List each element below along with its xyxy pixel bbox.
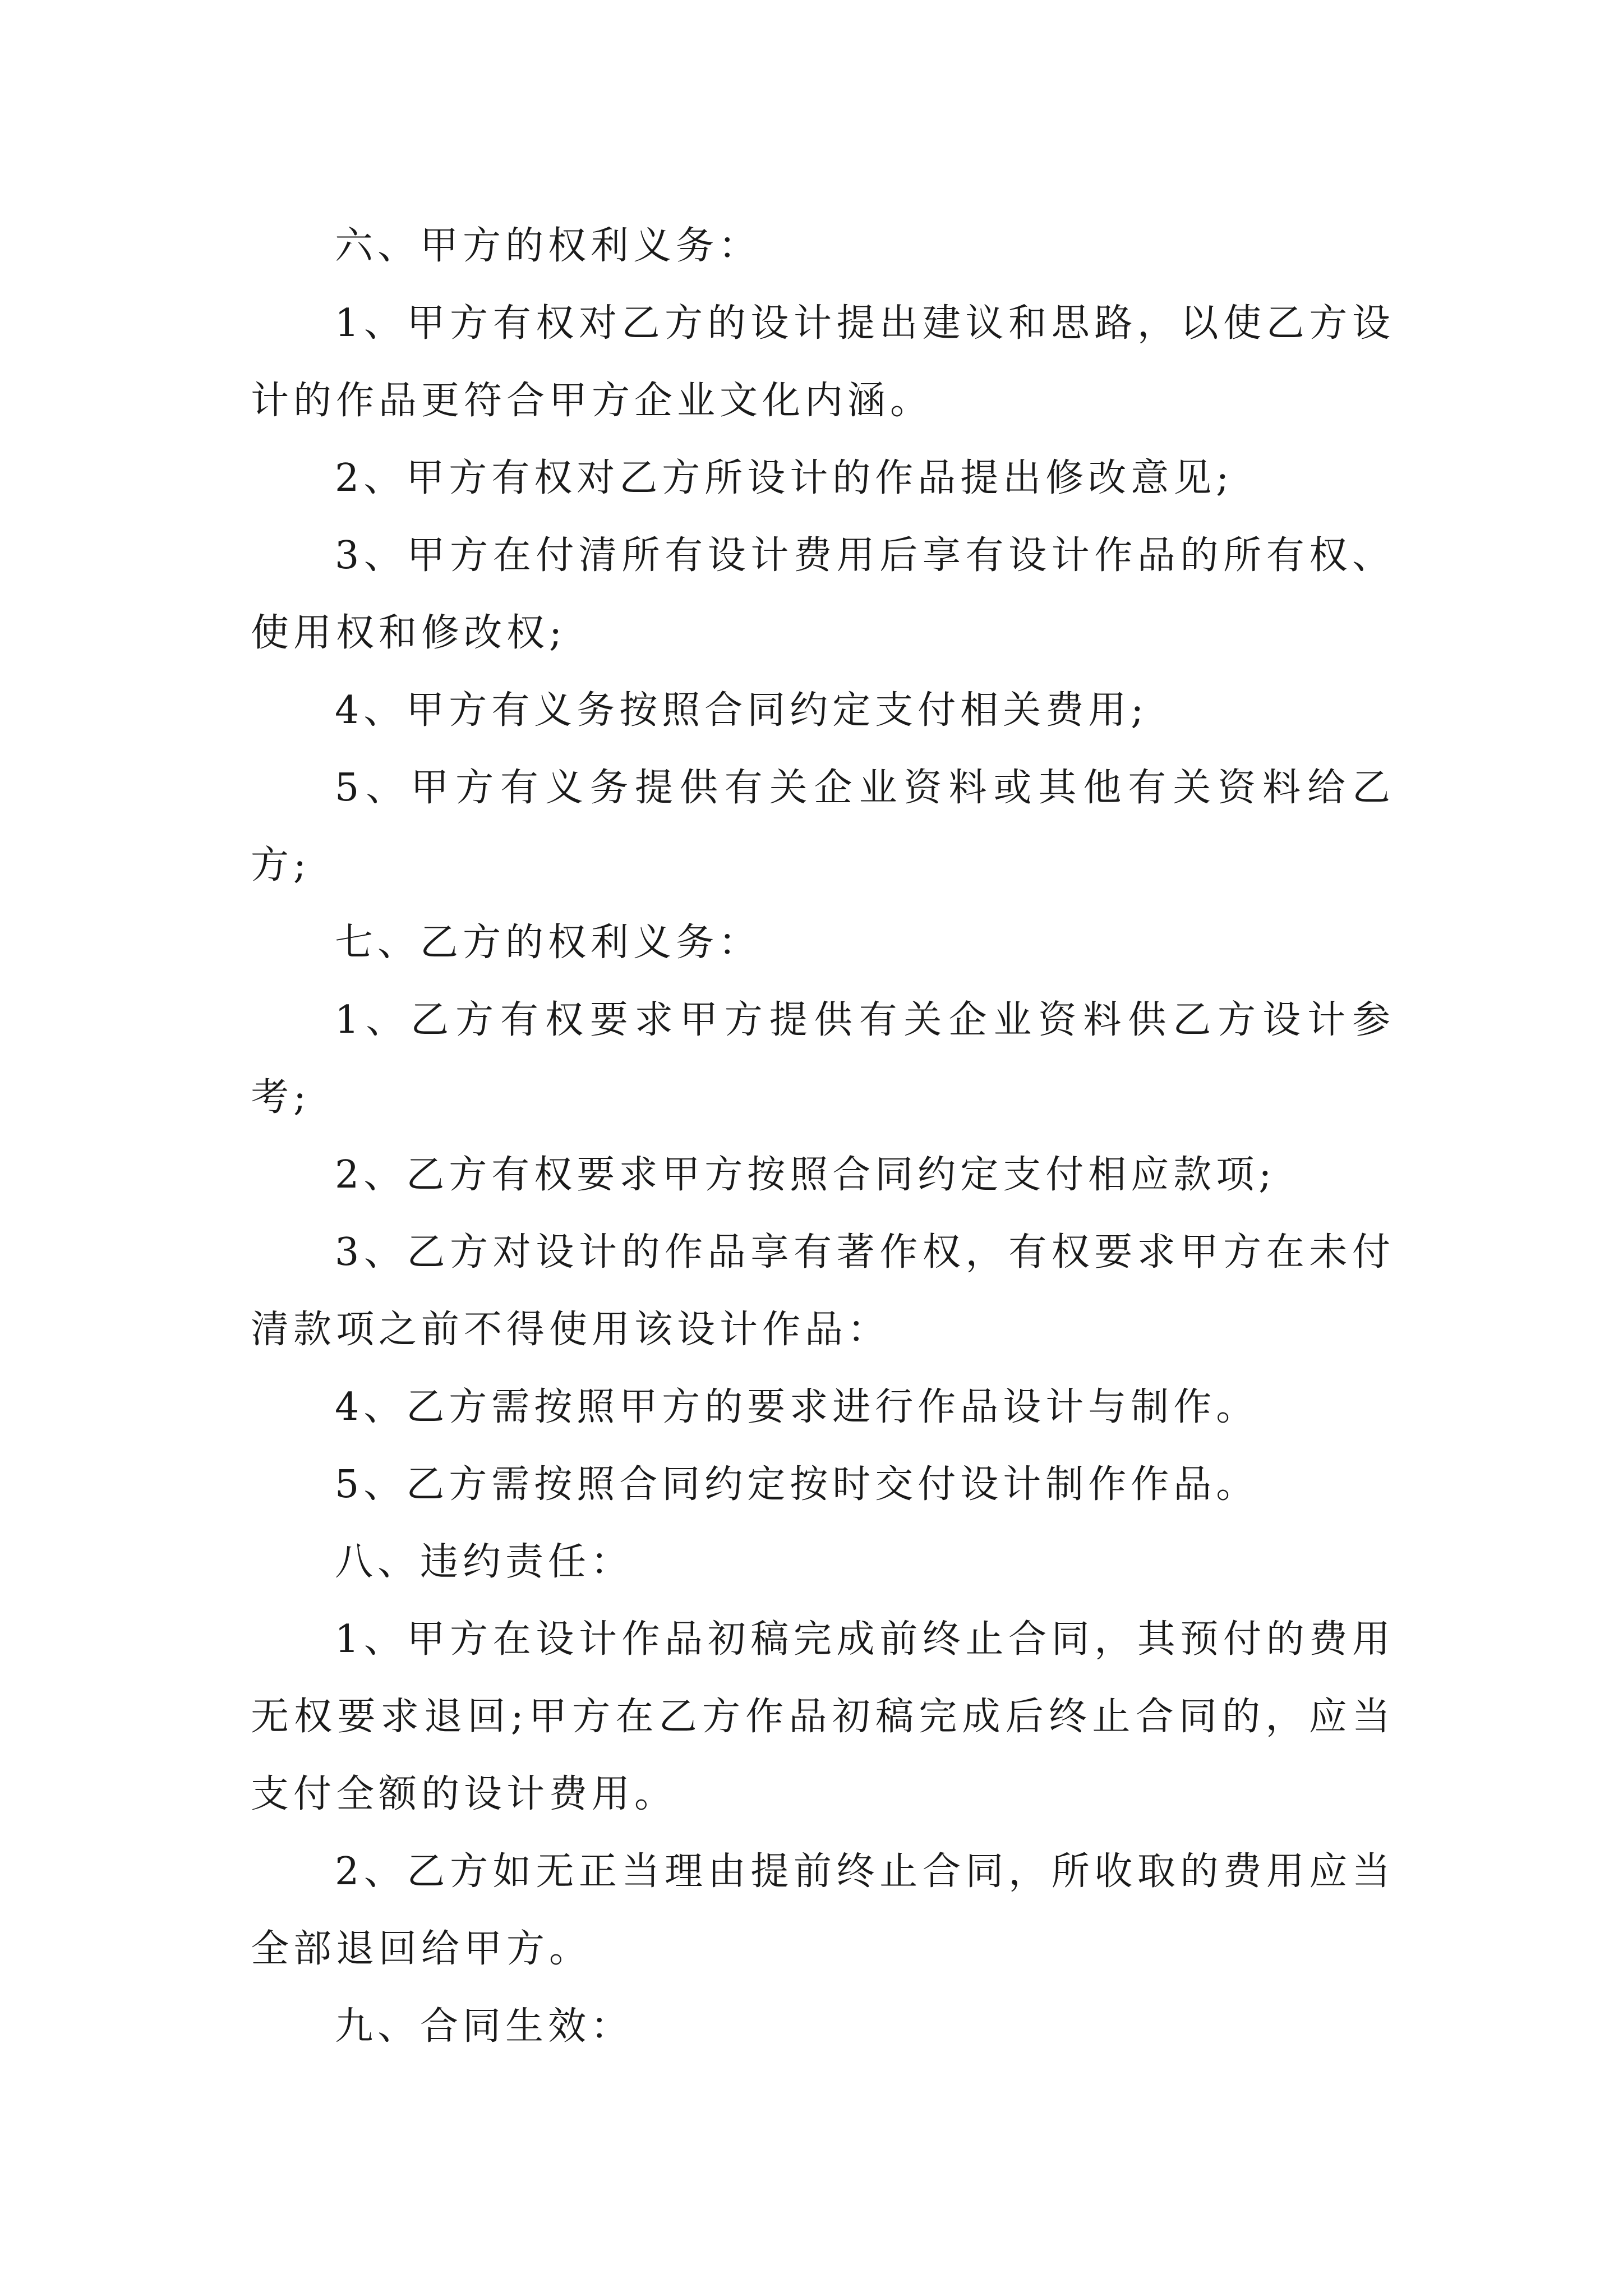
clause: 3、乙方对设计的作品享有著作权，有权要求甲方在未付清款项之前不得使用该设计作品： (251, 1230, 1395, 1352)
clause: 3、甲方在付清所有设计费用后享有设计作品的所有权、使用权和修改权; (251, 533, 1395, 655)
section-heading: 七、乙方的权利义务： (335, 921, 762, 965)
clause: 4、乙方需按照甲方的要求进行作品设计与制作。 (335, 1385, 1259, 1429)
clause: 1、甲方有权对乙方的设计提出建议和思路，以使乙方设计的作品更符合甲方企业文化内涵。 (251, 301, 1395, 423)
clause: 2、甲方有权对乙方所设计的作品提出修改意见; (335, 456, 1234, 500)
clause: 2、乙方有权要求甲方按照合同约定支付相应款项; (335, 1153, 1276, 1197)
clause: 5、乙方需按照合同约定按时交付设计制作作品。 (335, 1462, 1259, 1507)
clause: 1、乙方有权要求甲方提供有关企业资料供乙方设计参考; (251, 998, 1395, 1120)
clause: 2、乙方如无正当理由提前终止合同，所收取的费用应当全部退回给甲方。 (251, 1849, 1395, 1971)
clause: 5、甲方有义务提供有关企业资料或其他有关资料给乙方; (251, 766, 1395, 887)
section-heading: 六、甲方的权利义务： (335, 224, 762, 268)
clause: 4、甲方有义务按照合同约定支付相关费用; (335, 688, 1149, 733)
section-heading: 八、违约责任： (335, 1540, 634, 1584)
document-body (251, 208, 1395, 2065)
clause: 1、甲方在设计作品初稿完成前终止合同，其预付的费用无权要求退回;甲方在乙方作品初稿完成后终止合同的，应当支付全额的设计费用。 (251, 1617, 1395, 1816)
section-heading: 九、合同生效： (335, 2004, 634, 2049)
